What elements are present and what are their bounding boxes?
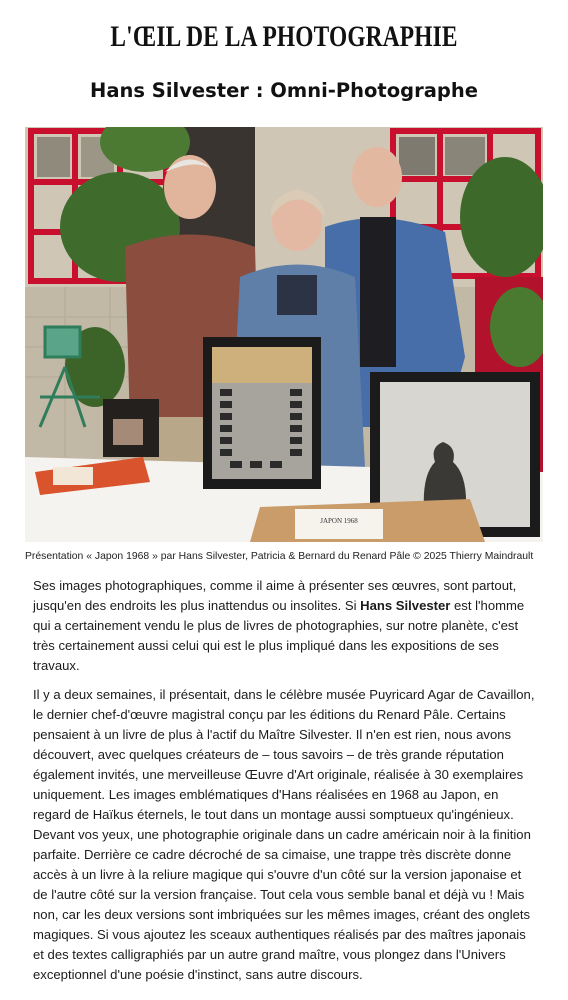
text-line: pensaient à un livre de plus à l'actif du Maître Silvester. Il n'en est rien, nous avons <box>33 727 512 742</box>
article-photo <box>25 127 543 542</box>
text-line: Ses images photographiques, comme il aime à présenter ses œuvres, sont partout, <box>33 578 517 593</box>
text-line: regard de Haïkus éternels, le tout dans un montage aussi somptueux qu'ingénieux. <box>33 807 514 822</box>
box-label: JAPON 1968 <box>320 517 358 525</box>
site-masthead[interactable]: L'ŒIL DE LA PHOTOGRAPHIE <box>110 20 458 53</box>
text-line: découvert, avec quelques créateurs de – tous savoirs – de très grande réputation <box>33 747 504 762</box>
text-line: Devant vos yeux, une photographie originale dans un cadre américain noir à la finition <box>33 827 531 842</box>
text-line: jusqu'en des endroits les plus inattendus ou insolites. Si Hans Silvester est l'homme <box>33 598 525 613</box>
text-line: exceptionnel d'une poésie d'instinct, sans autre discours. <box>33 967 363 982</box>
paragraph-2 <box>33 685 543 985</box>
text-line: accès à un livre à la reliure magique qui s'ouvre d'un côté sur la version japonaise et <box>33 867 522 882</box>
text-line: Il y a deux semaines, il présentait, dans le célèbre musée Puyricard Agar de Cavaillon, <box>33 687 535 702</box>
text-line: également invités, une merveilleuse Œuvre d'Art originale, réalisée à 30 exemplaires <box>33 767 524 782</box>
text-line: magiques. Si vous ajoutez les sceaux authentiques réalisés par des maîtres japonais <box>33 927 526 942</box>
text-line: très certainement aussi celui qui est le plus impliqué dans les expositions de ses <box>33 638 499 653</box>
photo-caption: Présentation « Japon 1968 » par Hans Silvester, Patricia & Bernard du Renard Pâle © 2025 Thierry Maindrault <box>25 551 534 562</box>
paragraph-1 <box>33 576 543 676</box>
text-line: non, car les deux versions sont imbriquées sur les mêmes images, créant des onglets <box>33 907 531 922</box>
text-line: qui a certainement vendu le plus de livres de photographies, sur notre planète, c'est <box>33 618 519 633</box>
text-line: travaux. <box>33 658 80 673</box>
text-line: et des textes calligraphiés par un autre grand maître, vous plongez dans l'Univers <box>33 947 506 962</box>
article-title: Hans Silvester : Omni-Photographe <box>90 79 478 102</box>
text-line: parfaite. Derrière ce cadre décroché de sa cimaise, une trappe très discrète donne <box>33 847 512 862</box>
text-line: de l'autre côté sur la version française. Tout cela vous semble banal et déjà vu ! Mais <box>33 887 525 902</box>
bold-name: Hans Silvester <box>360 598 451 613</box>
text-line: le dernier chef-d'œuvre magistral conçu par les éditions du Renard Pâle. Certains <box>33 707 506 722</box>
text-line: uniquement. Les images emblématiques d'Hans réalisées en 1968 au Japon, en <box>33 787 499 802</box>
